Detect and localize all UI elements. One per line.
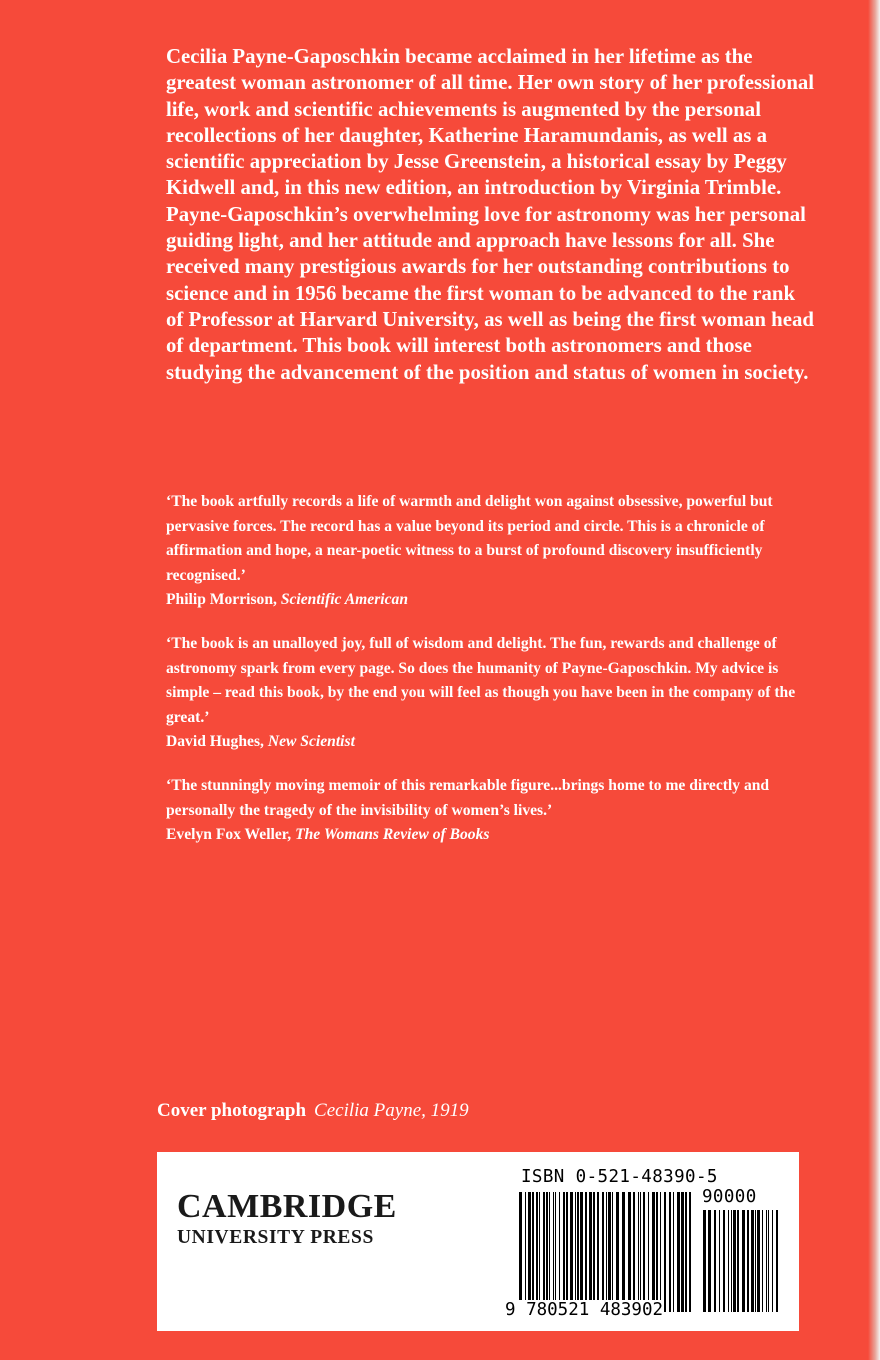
barcode-bar [553,1192,554,1312]
barcode-bar [766,1210,767,1312]
price-code: 90000 [702,1187,757,1207]
barcode-bar [606,1192,607,1312]
barcode-bar [622,1192,625,1312]
barcode-bar [612,1192,613,1312]
quote-author: Evelyn Fox Weller, [166,826,292,844]
barcode-bar [555,1192,556,1312]
barcode-bar [751,1210,754,1312]
quote-publication: New Scientist [267,733,355,751]
isbn-barcode [485,1152,799,1331]
barcode-bar [652,1192,655,1312]
quote-source [166,730,806,755]
barcode-bar [597,1192,599,1312]
page-edge-shadow [868,0,880,1360]
barcode-bar [575,1192,576,1312]
ean-number: 9 780521 483902 [505,1300,664,1320]
ean-digits [505,1300,663,1320]
quote-author: Philip Morrison, [166,591,277,609]
barcode-bar [577,1192,579,1312]
isbn-number: ISBN 0-521-48390-5 [521,1167,718,1187]
barcode-bar [669,1192,671,1312]
barcode-bar [737,1210,739,1312]
barcode-bar [648,1192,649,1312]
review-quote [166,774,806,848]
cover-photo-credit [157,1100,469,1122]
barcode-bar [742,1210,745,1312]
publisher-subtitle: UNIVERSITY PRESS [177,1227,374,1248]
barcode-bar [708,1210,711,1312]
barcode-bar [728,1210,729,1312]
publisher-name: CAMBRIDGE [177,1188,397,1225]
barcode-bar [757,1210,760,1312]
barcode-bar [755,1210,756,1312]
barcode-bar [519,1192,522,1312]
quote-text: ‘The stunningly moving memoir of this remarkable figure...brings home to me directly and personally the tragedy of the invisibility of women’s lives.’ [166,777,770,819]
barcode-bar [585,1192,587,1312]
barcode-bar [677,1192,680,1312]
barcode-bar [638,1192,639,1312]
barcode-bar [660,1192,661,1312]
barcode-bar [543,1192,545,1312]
barcode-bar [685,1192,687,1312]
barcode-bar [633,1192,635,1312]
review-quote [166,632,806,755]
quote-text: ‘The book artfully records a life of warmth and delight won against obsessive, powerful but pervasive forces. The record has a value beyond its period and circle. This is a chronicle of affirmation and hope, a near-poetic witness to a burst of profound discovery insufficiently recognised.’ [166,493,773,584]
barcode-bar [723,1210,725,1312]
quote-author: David Hughes, [166,733,264,751]
barcode-bar [546,1192,548,1312]
barcode-bar [593,1192,595,1312]
barcode-bar [731,1210,732,1312]
barcode-bar [608,1192,611,1312]
barcode-bar [733,1210,736,1312]
barcode-bar [536,1192,538,1312]
publisher-logo [177,1188,397,1250]
quote-publication: The Womans Review of Books [295,826,490,844]
barcode-bar [772,1210,773,1312]
barcode-bar [664,1192,666,1312]
barcode-bar [640,1192,641,1312]
barcode-bar [566,1192,568,1312]
barcode-bar [747,1210,749,1312]
barcode-bar [528,1192,531,1312]
barcode-bar [549,1192,550,1312]
barcode-bar [776,1210,778,1312]
quote-publication: Scientific American [280,591,409,609]
ean-bars [519,1192,691,1312]
barcode-bar [714,1210,716,1312]
publisher-footer [157,1152,799,1331]
barcode-bar [703,1210,706,1312]
barcode-bar [563,1192,565,1312]
cover-credit-value: Cecilia Payne, 1919 [314,1100,469,1121]
quote-text: ‘The book is an unalloyed joy, full of wisdom and delight. The fun, rewards and challenge of astronomy spark from every page. So does the humanity of Payne-Gaposchkin. My advice is simple – read this book, by the end you will feel as though you have been in the company of the great.’ [166,635,796,726]
barcode-bar [643,1192,645,1312]
book-description: Cecilia Payne-Gaposchkin became acclaimed in her lifetime as the greatest woman astronomer of all time. Her own story of her professional life, work and scientific achievements is augmented by the personal recollections of her daughter, Katherine Haramundanis, as well as a scientific appreciation by Jesse Greenstein, a historical essay by Peggy Kidwell and, in this new edition, an introduction by Virginia Trimble. Payne-Gaposchkin’s overwhelming love for astronomy was her personal guiding light, and her attitude and approach have lessons for all. She received many prestigious awards for her outstanding contributions to science and in 1956 became the first woman to be advanced to the rank of Professor at Harvard University, as well as being the first woman head of department. This book will interest both astronomers and those studying the advancement of the position and status of women in society. [166,45,815,384]
barcode-bar [580,1192,583,1312]
barcode-bar [768,1210,769,1312]
quote-source [166,823,806,848]
barcode-bar [656,1192,658,1312]
barcode-bar [616,1192,619,1312]
barcode-bar [589,1192,592,1312]
barcode-bar [673,1192,674,1312]
barcode-bar [719,1210,720,1312]
barcode-bar [689,1192,691,1312]
quote-source [166,588,806,613]
barcode-bar [602,1192,604,1312]
barcode-bar [559,1192,560,1312]
price-addon-bars [703,1210,778,1312]
barcode-bar [525,1192,526,1312]
barcode-bar [570,1192,573,1312]
barcode-bar [681,1192,684,1312]
barcode-bar [539,1192,540,1312]
barcode-bar [628,1192,631,1312]
barcode-bar [762,1210,763,1312]
review-quote [166,490,806,613]
cover-credit-label: Cover photograph [157,1100,307,1121]
barcode-bar [532,1192,534,1312]
